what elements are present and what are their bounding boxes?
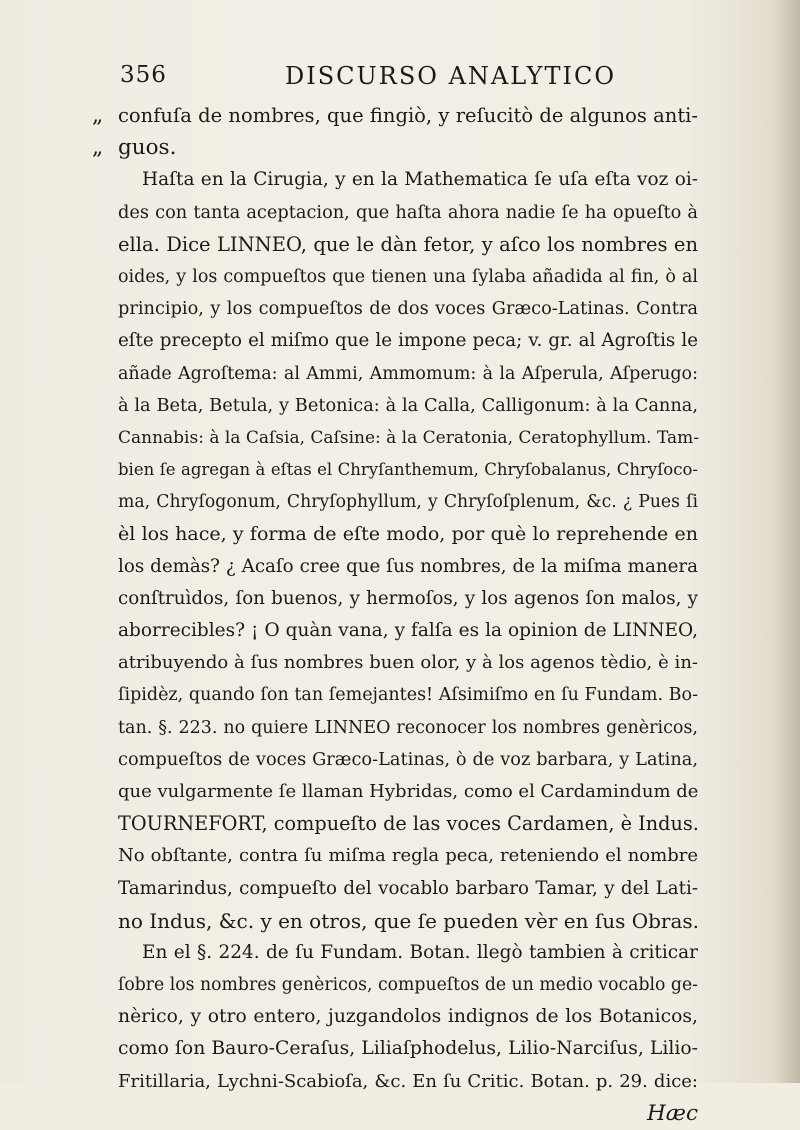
text-line: los demàs? ¿ Acaſo cree que ſus nombres, de la miſma manera [118, 555, 698, 577]
text-line: eſte precepto el miſmo que le impone peca; v. gr. al Agroſtis le [118, 330, 698, 352]
text-line: TOURNEFORT, compueſto de las voces Cardamen, è Indus. [118, 812, 699, 836]
text-line: bien ſe agregan à eſtas el Chryſanthemum, Chryſobalanus, Chryſoco- [118, 460, 698, 480]
body-text [92, 100, 700, 1130]
page-number: 356 [120, 62, 167, 88]
quote-mark: „ [92, 103, 104, 128]
line-text: guos. [118, 135, 177, 161]
text-line: aborrecibles? ¡ O quàn vana, y falſa es la opinion de LINNEO, [118, 620, 698, 641]
text-line: oides, y los compueſtos que tienen una ſylaba añadida al fin, ò al [118, 266, 698, 287]
running-head: DISCURSO ANALYTICO [285, 62, 617, 90]
text-line: conſtruìdos, ſon buenos, y hermoſos, y los agenos ſon malos, y [118, 587, 698, 609]
text-line: ella. Dice LINNEO, que le dàn fetor, y aſco los nombres en [118, 232, 698, 256]
text-line: des con tanta aceptacion, que haſta ahora nadie ſe ha opueſto à [118, 202, 698, 223]
catchword: Hæc [647, 1100, 698, 1126]
text-line: atribuyendo à ſus nombres buen olor, y à los agenos tèdio, è in- [118, 652, 698, 674]
text-line: nèrico, y otro entero, juzgandolos indignos de los Botanicos, [118, 1006, 698, 1028]
text-line: No obſtante, contra ſu miſma regla peca, reteniendo el nombre [118, 845, 698, 867]
text-line: compueſtos de voces Græco-Latinas, ò de voz barbara, y Latina, [118, 749, 698, 770]
text-line: En el §. 224. de ſu Fundam. Botan. llegò tambien à criticar [142, 941, 698, 963]
text-line [92, 100, 698, 132]
text-line: Cannabis: à la Caſsia, Caſsine: à la Ceratonia, Ceratophyllum. Tam- [118, 427, 699, 448]
text-line: ma, Chryſogonum, Chryſophyllum, y Chryſoſplenum, &c. ¿ Pues ſi [118, 492, 698, 513]
page-edge-shadow [774, 0, 800, 1083]
text-line: Fritillaria, Lychni-Scabioſa, &c. En ſu Critic. Botan. p. 29. dice: [118, 1070, 698, 1092]
text-line: à la Beta, Betula, y Betonica: à la Calla, Calligonum: à la Canna, [118, 395, 698, 416]
text-line: Haſta en la Cirugia, y en la Mathematica ſe uſa eſta voz oi- [142, 169, 698, 191]
text-line: como ſon Bauro-Ceraſus, Liliaſphodelus, Lilio-Narciſus, Lilio- [118, 1038, 698, 1060]
quote-mark: „ [92, 135, 104, 161]
text-line [92, 132, 698, 164]
text-line: Tamarindus, compueſto del vocablo barbaro Tamar, y del Lati- [118, 877, 698, 899]
line-text: confuſa de nombres, que fingiò, y reſucitò de algunos anti- [118, 104, 698, 127]
text-line: añade Agroſtema: al Ammi, Ammomum: à la Aſperula, Aſperugo: [118, 363, 698, 384]
text-line: que vulgarmente ſe llaman Hybridas, como el Cardamindum de [118, 780, 699, 802]
text-line: principio, y los compueſtos de dos voces Græco-Latinas. Contra [118, 299, 698, 320]
text-line: no Indus, &c. y en otros, que ſe pueden vèr en ſus Obras. [118, 908, 700, 933]
text-line: ſipidèz, quando ſon tan ſemejantes! Aſsimiſmo en ſu Fundam. Bo- [118, 685, 698, 706]
page-header [120, 62, 680, 92]
text-line: ſobre los nombres genèricos, compueſtos de un medio vocablo ge- [118, 975, 698, 996]
text-line: èl los hace, y forma de eſte modo, por què lo reprehende en [118, 523, 698, 546]
text-line: tan. §. 223. no quiere LINNEO reconocer los nombres genèricos, [118, 717, 698, 738]
